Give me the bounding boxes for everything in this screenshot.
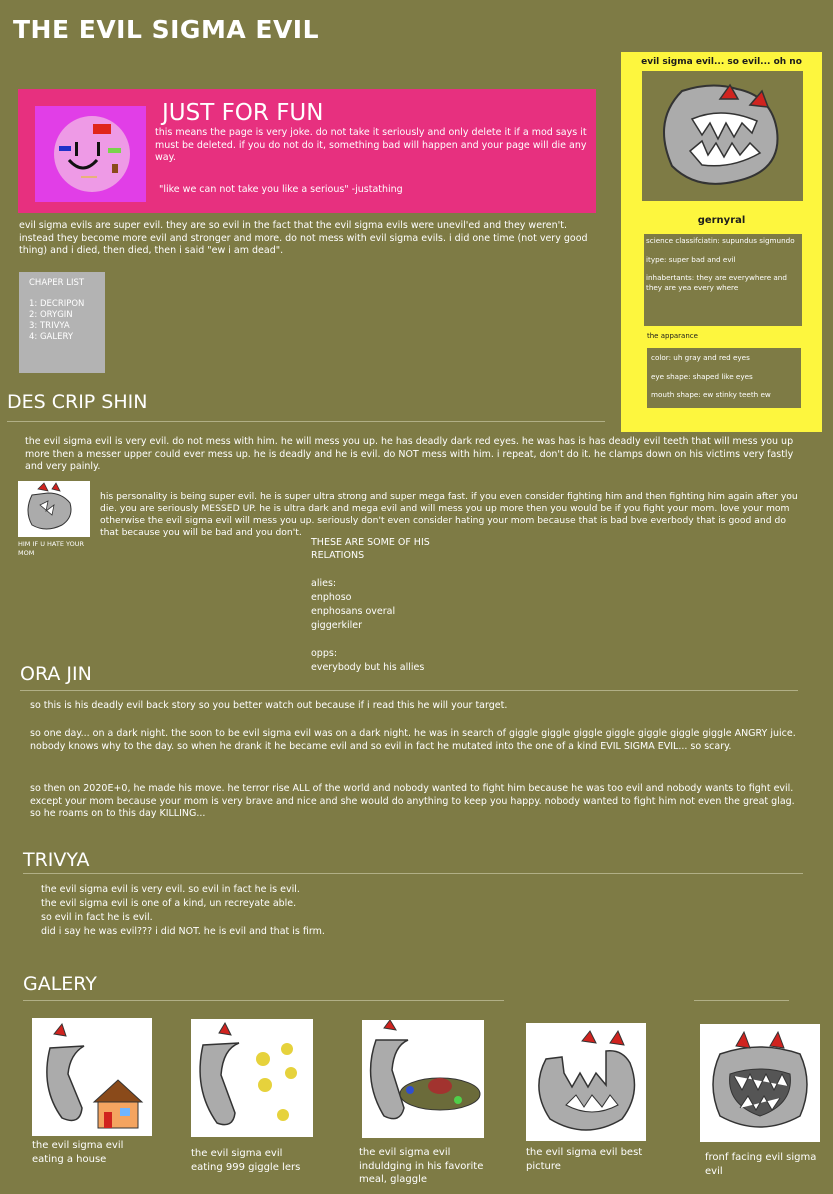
page-title: THE EVIL SIGMA EVIL	[13, 15, 320, 44]
chapter-link-gallery[interactable]: 4: GALERY	[29, 332, 74, 343]
description-image	[18, 481, 90, 537]
origin-paragraph-2: so one day... on a dark night. the soon to be evil sigma evil was on a dark night. he was in search of giggle giggle giggle giggle giggle giggle giggle ANGRY juice. nobody knows why to the day. so when he drank it he became evil and so evil in fact he mutated into the one of a kind EVIL SIGMA EVIL... so scary.	[30, 728, 796, 752]
trivia-heading: TRIVYA	[23, 849, 90, 871]
infobox-mouth-shape: mouth shape: ew stinky teeth ew	[651, 390, 771, 399]
gallery-image-1[interactable]	[32, 1018, 152, 1136]
notice-text: this means the page is very joke. do not take it seriously and only delete it if a mod says it must be deleted. if you do not do it, something bad will happen and your page will die any way.	[155, 127, 587, 164]
smiley-face-image	[35, 106, 146, 202]
description-paragraph-1: the evil sigma evil is very evil. do not mess with him. he will mess you up. he has deadly dark red eyes. he was has is has deadly evil teeth that will mess you up more then a messer upper could ever mess up. he is deadly and he is evil. do NOT mess with him. i repeat, don't do it. he clamps down on his victims very fastly and very painly.	[25, 436, 794, 473]
chapter-link-trivia[interactable]: 3: TRIVYA	[29, 321, 70, 332]
gallery-caption-4: the evil sigma evil best picture	[526, 1147, 643, 1172]
infobox	[621, 52, 822, 432]
infobox-eye-shape: eye shape: shaped like eyes	[651, 371, 753, 381]
opps-label: opps:	[311, 648, 338, 659]
infobox-general-box	[644, 234, 802, 326]
notice-title: JUST FOR FUN	[162, 100, 324, 126]
ally-3: giggerkiler	[311, 620, 363, 631]
gallery-image-2[interactable]	[191, 1019, 313, 1137]
ally-1: enphoso	[311, 592, 352, 603]
gallery-image-3[interactable]	[362, 1020, 484, 1138]
chapter-link-origin[interactable]: 2: ORYGIN	[29, 310, 73, 321]
infobox-inhabitants: inhabertants: they are everywhere and they are yea every where	[646, 273, 787, 292]
infobox-type: itype: super bad and evil	[646, 254, 736, 264]
trivia-line-3: so evil in fact he is evil.	[41, 912, 153, 923]
relations-heading: THESE ARE SOME OF HIS RELATIONS	[311, 537, 430, 561]
infobox-name: gernyral	[697, 215, 746, 226]
notice-quote: "like we can not take you like a serious" -justathing	[159, 184, 403, 195]
trivia-line-2: the evil sigma evil is one of a kind, un recreyate able.	[41, 898, 297, 909]
gallery-caption-5: fronf facing evil sigma evil	[705, 1152, 817, 1177]
origin-heading: ORA JIN	[20, 663, 92, 685]
chapter-list-heading: CHAPER LIST	[29, 278, 85, 288]
gallery-image-4[interactable]	[526, 1023, 646, 1141]
gallery-divider	[23, 1000, 504, 1001]
gallery-caption-3: the evil sigma evil induldging in his favorite meal, glaggle	[359, 1147, 484, 1185]
just-for-fun-notice	[18, 89, 596, 213]
intro-paragraph: evil sigma evils are super evil. they are so evil in the fact that the evil sigma evils were unevil'ed and they weren't. instead they become more evil and stronger and more. do not mess with evil sigma evils. i did one time (not very good thing) and i died, then died, then i said "ew i am dead".	[19, 220, 588, 257]
gallery-heading: GALERY	[23, 973, 97, 995]
infobox-image	[642, 71, 803, 201]
infobox-caption: evil sigma evil... so evil... oh no	[641, 57, 802, 67]
description-divider	[7, 421, 605, 422]
chapter-link-description[interactable]: 1: DECRIPON	[29, 299, 85, 309]
infobox-appearance-box	[647, 348, 801, 408]
gallery-divider-right	[694, 1000, 789, 1001]
origin-divider	[20, 690, 798, 691]
infobox-color: color: uh gray and red eyes	[651, 353, 750, 362]
allies-label: alies:	[311, 578, 337, 589]
chapter-list	[19, 272, 105, 373]
gallery-caption-1: the evil sigma evil eating a house	[32, 1140, 124, 1165]
description-heading: DES CRIP SHIN	[7, 391, 148, 413]
infobox-appearance-heading: the apparance	[647, 332, 698, 340]
gallery-image-5[interactable]	[700, 1024, 820, 1142]
trivia-line-4: did i say he was evil??? i did NOT. he is evil and that is firm.	[41, 926, 325, 937]
ally-2: enphosans overal	[311, 606, 396, 617]
infobox-classification: science classifciatin: supundus sigmundo	[646, 236, 795, 245]
description-paragraph-2: his personality is being super evil. he is super ultra strong and super mega fast. if you even consider fighting him and then fighting him again after you die. you are seriously MESSED UP. he is ultra dark and mega evil and will mess you up more then you would be if you fight your mom. love your mom otherwise the evil sigma evil will mess you up. seriously don't even consider hating your mom because that is bad bve everbody that is good and do that because you will be bad and you don't.	[100, 491, 798, 539]
trivia-line-1: the evil sigma evil is very evil. so evil in fact he is evil.	[41, 884, 300, 895]
description-image-caption: HIM IF U HATE YOUR MOM	[18, 540, 85, 557]
opps-value: everybody but his allies	[311, 662, 425, 673]
origin-paragraph-1: so this is his deadly evil back story so you better watch out because if i read this he will your target.	[30, 700, 508, 711]
gallery-caption-2: the evil sigma evil eating 999 giggle lers	[191, 1148, 301, 1173]
origin-paragraph-3: so then on 2020E+0, he made his move. he terror rise ALL of the world and nobody wanted to fight him because he was too evil and nobody wants to fight evil. except your mom because your mom is very brave and nice and she would do anything to keep you happy. nobody wanted to fight him not even the great glag. so he roams on to this day KILLING...	[30, 783, 795, 820]
trivia-divider	[23, 873, 803, 874]
